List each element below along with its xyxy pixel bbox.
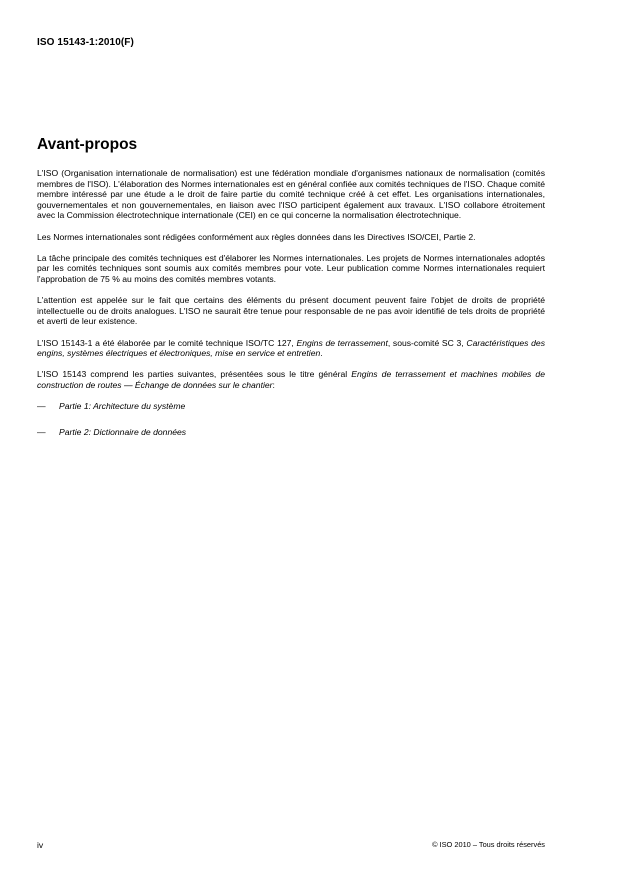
copyright-notice: © ISO 2010 – Tous droits réservés	[432, 840, 545, 849]
list-item	[37, 427, 545, 438]
list-item-text: Partie 2: Dictionnaire de données	[59, 426, 187, 437]
parts-list	[37, 401, 545, 437]
parts-intro-text: L'ISO 15143 comprend les parties suivantes, présentées sous le titre général	[37, 369, 352, 380]
general-title: Engins de terrassement et machines mobiles de construction de routes — Échange de données sur le chantier	[37, 369, 545, 390]
subcommittee-title: Caractéristiques des engins, systèmes électriques et électroniques, mise en service et entretien	[37, 337, 546, 359]
paragraph-patent-rights: L'attention est appelée sur le fait que certains des éléments du présent document peuvent faire l'objet de droits de propriété intellectuelle ou de droits analogues. L'ISO ne saurait être tenue pour responsable de ne pas avoir identifié de tels droits de propriété et averti de leur existence.	[37, 295, 545, 327]
list-item	[37, 401, 545, 412]
parts-intro-colon: :	[272, 379, 275, 390]
prepared-by-text: L'ISO 15143-1 a été élaborée par le comité technique ISO/TC 127,	[37, 337, 297, 348]
paragraph-iso-organisation: L'ISO (Organisation internationale de normalisation) est une fédération mondiale d'organismes nationaux de normalisation (comités membres de l'ISO). L'élaboration des Normes internationales est en général confiée aux comités techniques de l'ISO. Chaque comité membre intéressé par une étude a le droit de faire partie du comité technique créé à cet effet. Les organisations internationales, gouvernementales et non gouvernementales, en liaison avec l'ISO participent également aux travaux. L'ISO collabore étroitement avec la Commission électrotechnique internationale (CEI) en ce qui concerne la normalisation électrotechnique.	[37, 168, 545, 221]
paragraph-prepared-by	[37, 338, 545, 359]
section-title: Avant-propos	[37, 136, 138, 153]
list-dash: —	[37, 401, 46, 412]
list-dash: —	[37, 426, 46, 437]
committee-title: Engins de terrassement	[296, 337, 388, 348]
paragraph-parts-intro	[37, 369, 545, 390]
prepared-by-subcommittee: , sous-comité SC 3,	[387, 337, 467, 348]
prepared-by-end: .	[320, 348, 323, 359]
list-item-text: Partie 1: Architecture du système	[59, 401, 186, 412]
paragraph-directives: Les Normes internationales sont rédigées conformément aux règles données dans les Directives ISO/CEI, Partie 2.	[37, 231, 476, 242]
paragraph-technical-committees: La tâche principale des comités techniques est d'élaborer les Normes internationales. Les projets de Normes internationales adoptés par les comités techniques sont soumis aux comités membres pour vote. Leur publication comme Normes internationales requiert l'approbation de 75 % au moins des comités membres votants.	[37, 252, 545, 284]
document-identifier: ISO 15143-1:2010(F)	[37, 37, 134, 48]
foreword-body	[37, 168, 545, 452]
page-number: iv	[37, 840, 44, 850]
